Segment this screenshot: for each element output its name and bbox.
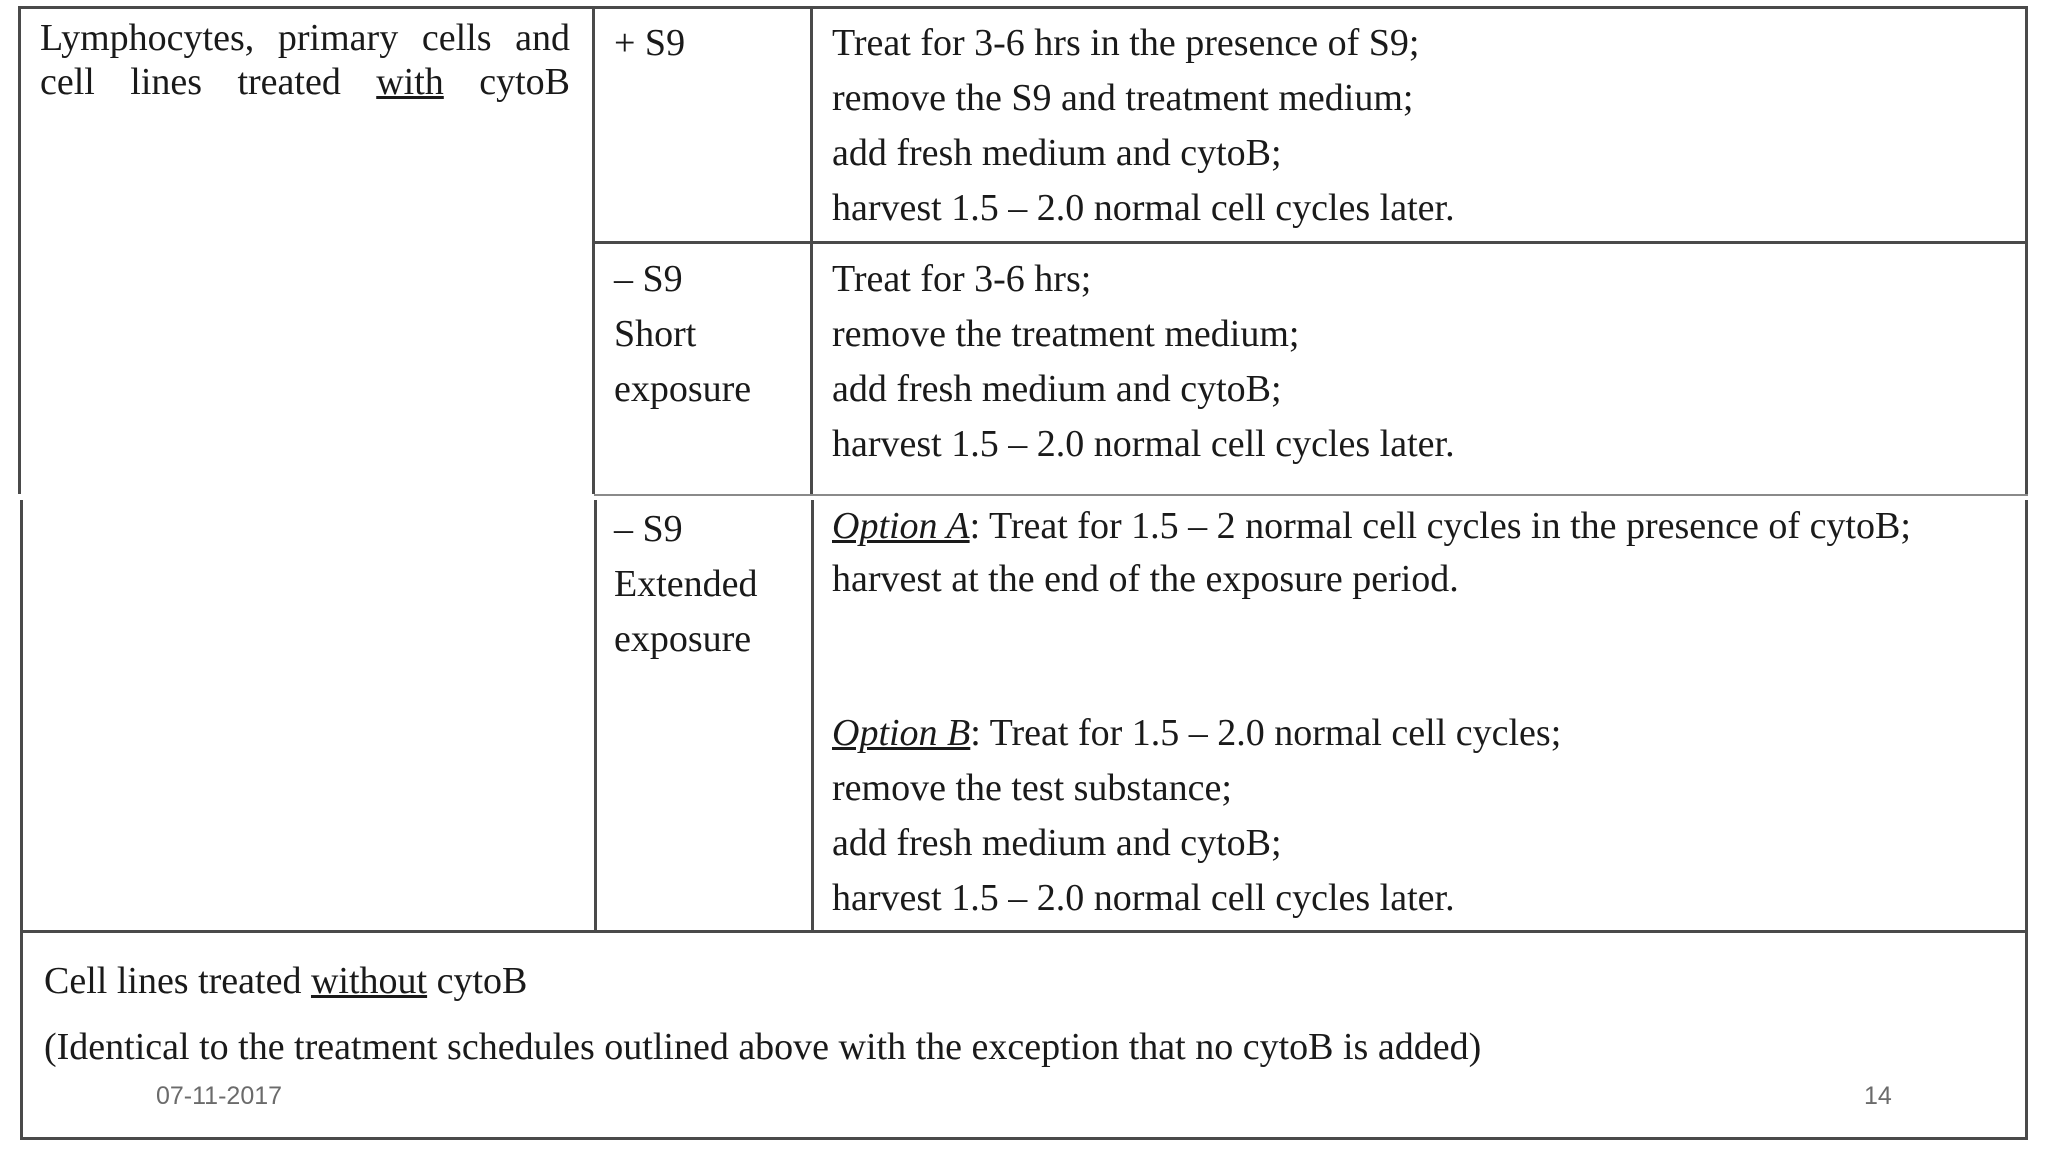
option-a-intro <box>832 504 2004 548</box>
steps-minus-s9-short <box>832 252 2012 472</box>
condition-line: exposure <box>614 618 752 660</box>
option-b-text: : Treat for 1.5 – 2.0 normal cell cycles; <box>970 712 1562 754</box>
slide-date: 07-11-2017 <box>156 1082 283 1110</box>
option-b-intro <box>832 706 2012 761</box>
step-line: harvest 1.5 – 2.0 normal cell cycles later. <box>832 423 1455 465</box>
row2-label-part1: Cell lines treated <box>44 960 311 1002</box>
table-border-right-lower <box>2025 500 2028 1140</box>
row2-note: (Identical to the treatment schedules outlined above with the exception that no cytoB is added) <box>44 1026 1482 1068</box>
step-line: harvest 1.5 – 2.0 normal cell cycles later. <box>832 877 1455 919</box>
step-line: remove the S9 and treatment medium; <box>832 77 1414 119</box>
row2-label-part2: cytoB <box>427 960 528 1002</box>
option-a-block <box>832 504 2004 607</box>
row2-block <box>44 948 2004 1080</box>
step-line: Treat for 3-6 hrs; <box>832 258 1092 300</box>
column-divider-2-upper <box>810 6 813 494</box>
row2-label <box>44 948 2004 1014</box>
row-divider-1 <box>592 241 2028 244</box>
table-border-left-upper <box>18 6 21 494</box>
row2-label-without: without <box>310 960 428 1002</box>
step-line: Treat for 3-6 hrs in the presence of S9; <box>832 22 1420 64</box>
step-line: remove the test substance; <box>832 767 1232 809</box>
condition-line: Extended <box>614 563 758 605</box>
option-b-block <box>832 706 2012 926</box>
condition-minus-s9-extended <box>614 502 809 667</box>
step-line: remove the treatment medium; <box>832 313 1300 355</box>
row1-label <box>40 16 570 104</box>
condition-line: + S9 <box>614 22 686 64</box>
slide-number: 14 <box>1864 1082 1892 1110</box>
condition-minus-s9-short <box>614 252 804 417</box>
step-line: harvest 1.5 – 2.0 normal cell cycles later. <box>832 187 1455 229</box>
row-divider-2 <box>594 494 2028 496</box>
option-b-label: Option B <box>832 712 971 754</box>
step-line: add fresh medium and cytoB; <box>832 368 1282 410</box>
row1-label-part1: Lymphocytes, primary cells and cell lines treated <box>40 17 570 103</box>
condition-line: Short <box>614 313 697 355</box>
row-divider-3 <box>20 930 2028 933</box>
condition-line: – S9 <box>614 508 683 550</box>
step-line: add fresh medium and cytoB; <box>832 822 1282 864</box>
row1-label-with: with <box>376 61 444 103</box>
steps-plus-s9 <box>832 16 2012 236</box>
condition-line: exposure <box>614 368 752 410</box>
column-divider-1-lower <box>594 500 597 932</box>
table-border-bottom <box>20 1137 2028 1140</box>
table-border-left-lower <box>20 500 23 1140</box>
step-line: add fresh medium and cytoB; <box>832 132 1282 174</box>
column-divider-1-upper <box>592 6 595 494</box>
condition-line: – S9 <box>614 258 683 300</box>
column-divider-2-lower <box>811 500 814 932</box>
row1-label-part2: cytoB <box>443 61 570 103</box>
step-line: harvest at the end of the exposure period. <box>832 558 1459 600</box>
option-a-label: Option A <box>832 505 970 547</box>
table-border-right-upper <box>2025 6 2028 494</box>
option-a-text: : Treat for 1.5 – 2 normal cell cycles in the presence of cytoB; <box>969 505 1911 547</box>
table-border-top <box>18 6 2028 9</box>
condition-plus-s9 <box>614 16 804 71</box>
